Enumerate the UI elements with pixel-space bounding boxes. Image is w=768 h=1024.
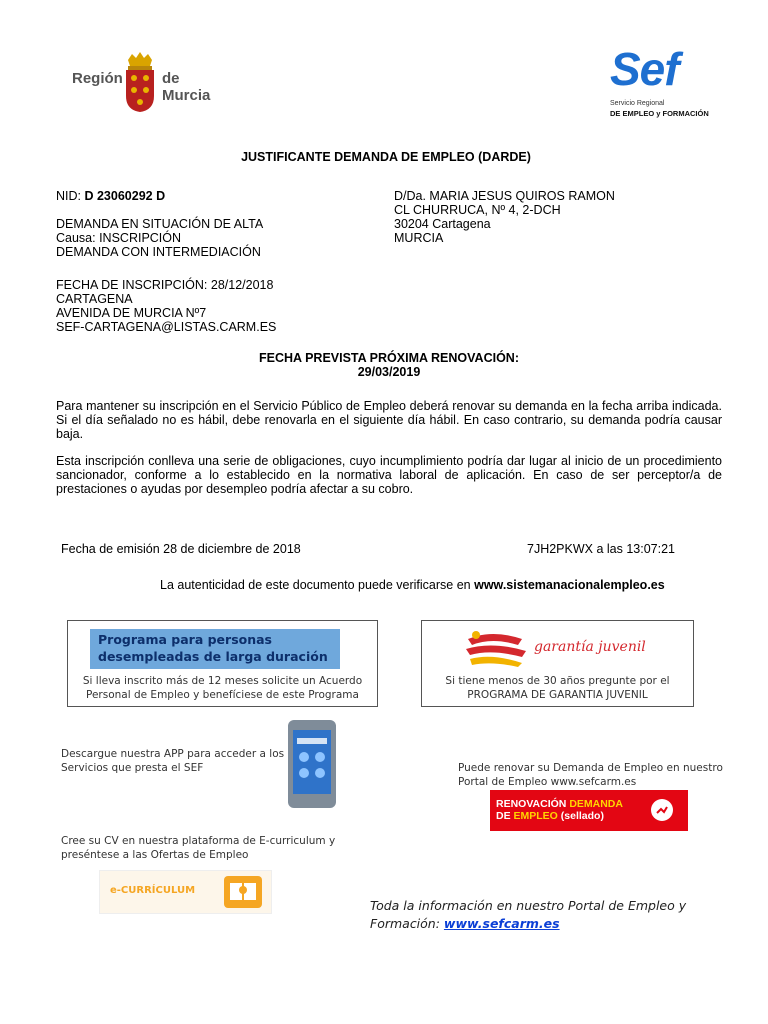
office-block bbox=[56, 278, 276, 334]
recipient-block bbox=[394, 189, 615, 245]
youth-guarantee-logo-text: garantía juvenil bbox=[534, 639, 646, 655]
long-term-title-2: desempleadas de larga duración bbox=[98, 649, 328, 664]
recipient-province: MURCIA bbox=[394, 231, 444, 245]
youth-guarantee-banner[interactable] bbox=[421, 620, 694, 707]
office-address: AVENIDA DE MURCIA Nº7 bbox=[56, 306, 207, 320]
renewal-paragraph: Para mantener su inscripción en el Servicio Público de Empleo deberá renovar su demanda en la fecha arriba indicada. Si el día señalado no es hábil, debe renovarla en el siguiente día hábil. En caso contrario, su demanda podría causar baja. bbox=[56, 399, 722, 441]
renew-online-text-2: Portal de Empleo www.sefcarm.es bbox=[458, 776, 637, 788]
portal-text-2-line bbox=[370, 915, 686, 933]
verification-code: 7JH2PKWX a las 13:07:21 bbox=[527, 542, 675, 556]
verify-url[interactable]: www.sistemanacionalempleo.es bbox=[474, 578, 665, 592]
renewal-date: 29/03/2019 bbox=[357, 365, 421, 379]
phone-screen bbox=[293, 730, 331, 794]
sef-subtitle-1: Servicio Regional bbox=[610, 100, 665, 107]
nid-label: NID: bbox=[56, 189, 81, 203]
youth-guarantee-text-1: Si tiene menos de 30 años pregunte por el bbox=[445, 675, 670, 687]
region-logo-left: Región bbox=[72, 70, 123, 87]
long-term-title-box bbox=[90, 629, 340, 669]
status-line: DEMANDA EN SITUACIÓN DE ALTA bbox=[56, 217, 264, 231]
app-text-1: Descargue nuestra APP para acceder a los bbox=[61, 748, 285, 760]
youth-guarantee-text-2: PROGRAMA DE GARANTIA JUVENIL bbox=[467, 689, 648, 701]
nid-line bbox=[56, 189, 165, 203]
renew-online-text-1: Puede renovar su Demanda de Empleo en nuestro bbox=[458, 762, 723, 774]
verify-text: La autenticidad de este documento puede verificarse en bbox=[160, 578, 475, 592]
long-term-title-1: Programa para personas bbox=[98, 632, 272, 647]
e-curriculum-button[interactable] bbox=[99, 870, 272, 914]
document-title: JUSTIFICANTE DEMANDA DE EMPLEO (DARDE) bbox=[241, 150, 531, 164]
youth-guarantee-logo-icon bbox=[462, 629, 542, 669]
renew-demand-button[interactable] bbox=[490, 790, 688, 831]
registration-date: FECHA DE INSCRIPCIÓN: 28/12/2018 bbox=[56, 278, 274, 292]
murcia-crest-icon bbox=[122, 52, 158, 114]
region-logo-right: de Murcia bbox=[162, 70, 211, 104]
region-murcia-logo bbox=[72, 52, 232, 114]
verify-line bbox=[160, 578, 665, 592]
long-term-text-1: Si lleva inscrito más de 12 meses solicite un Acuerdo bbox=[82, 675, 363, 687]
stamp-icon bbox=[650, 798, 674, 822]
renew-button-b: DEMANDA bbox=[569, 798, 623, 810]
status-block bbox=[56, 217, 263, 259]
renew-button-c: DE bbox=[496, 810, 514, 822]
obligations-paragraph: Esta inscripción conlleva una serie de obligaciones, cuyo incumplimiento podría dar lugar al inicio de un procedimiento sancionador, conforme a lo establecido en la normativa laboral de aplicación. En caso de ser perceptor/a de prestaciones o ayudas por desempleo podría afectar a su cobro. bbox=[56, 454, 722, 496]
renew-button-d: EMPLEO bbox=[513, 810, 558, 822]
long-term-unemployed-banner[interactable] bbox=[67, 620, 378, 707]
sef-logo bbox=[608, 43, 718, 120]
app-text-2: Servicios que presta el SEF bbox=[61, 762, 204, 774]
renewal-label: FECHA PREVISTA PRÓXIMA RENOVACIÓN: bbox=[259, 351, 519, 365]
sef-logo-text: Sef bbox=[610, 43, 679, 95]
recipient-name: D/Da. MARIA JESUS QUIROS RAMON bbox=[394, 189, 615, 203]
cv-text-1: Cree su CV en nuestra plataforma de E-curriculum y bbox=[61, 835, 336, 847]
portal-text-2: Formación: bbox=[370, 916, 444, 931]
intermediation-line: DEMANDA CON INTERMEDIACIÓN bbox=[56, 245, 261, 259]
sef-subtitle-2: DE EMPLEO y FORMACIÓN bbox=[610, 109, 709, 118]
book-icon bbox=[224, 876, 262, 908]
e-curriculum-label: e-CURRÍCULUM bbox=[110, 885, 196, 896]
office-email: SEF-CARTAGENA@LISTAS.CARM.ES bbox=[56, 320, 277, 334]
renew-button-a: RENOVACIÓN bbox=[496, 798, 570, 810]
office-city: CARTAGENA bbox=[56, 292, 133, 306]
renew-button-e: (sellado) bbox=[557, 810, 604, 822]
long-term-text-2: Personal de Empleo y benefíciese de este Programa bbox=[86, 689, 359, 701]
cv-text-2: preséntese a las Ofertas de Empleo bbox=[61, 849, 249, 861]
nid-value: D 23060292 D bbox=[84, 189, 166, 203]
portal-url-link[interactable]: www.sefcarm.es bbox=[443, 916, 560, 931]
recipient-city: 30204 Cartagena bbox=[394, 217, 491, 231]
portal-text-1: Toda la información en nuestro Portal de Empleo y bbox=[370, 898, 687, 913]
emission-date: Fecha de emisión 28 de diciembre de 2018 bbox=[61, 542, 301, 556]
recipient-street: CL CHURRUCA, Nº 4, 2-DCH bbox=[394, 203, 561, 217]
portal-text bbox=[370, 897, 686, 933]
cause-line: Causa: INSCRIPCIÓN bbox=[56, 231, 182, 245]
mobile-app-phone-icon[interactable] bbox=[288, 720, 336, 808]
